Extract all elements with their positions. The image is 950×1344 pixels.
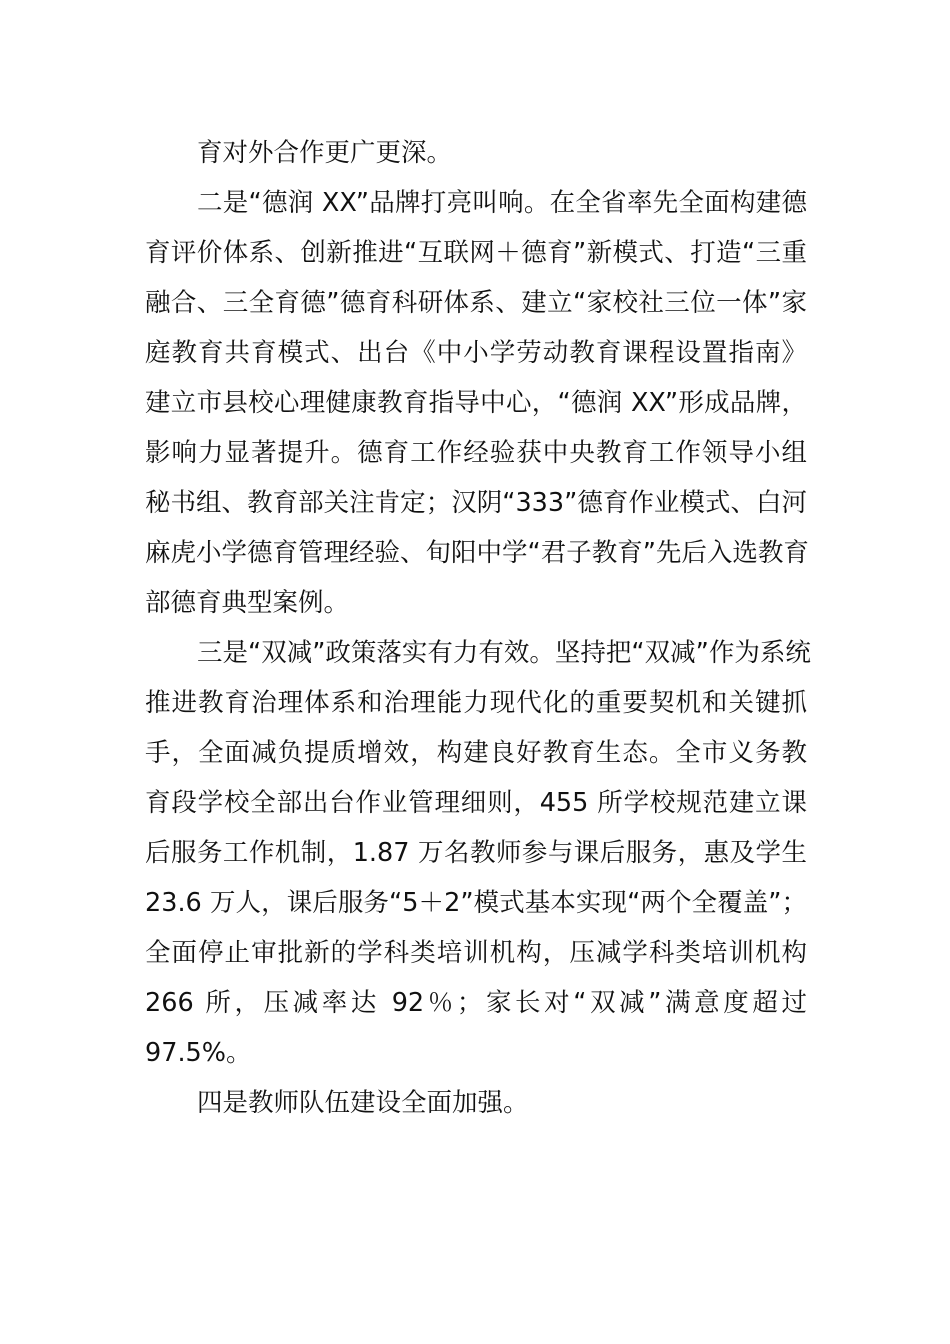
paragraph-3-line: 23.6 万人，课后服务“5＋2”模式基本实现“两个全覆盖”； [145, 888, 807, 918]
paragraph-2-line: 麻虎小学德育管理经验、旬阳中学“君子教育”先后入选教育 [145, 538, 809, 568]
paragraph-1-line: 育对外合作更广更深。 [197, 138, 453, 168]
paragraph-2-line: 二是“德润 XX”品牌打亮叫响。在全省率先全面构建德 [197, 188, 807, 218]
paragraph-3-line: 推进教育治理体系和治理能力现代化的重要契机和关键抓 [145, 688, 807, 718]
paragraph-2-line: 秘书组、教育部关注肯定；汉阴“333”德育作业模式、白河 [145, 488, 807, 518]
paragraph-3-line: 育段学校全部出台作业管理细则，455 所学校规范建立课 [145, 788, 807, 818]
paragraph-3-line: 三是“双减”政策落实有力有效。坚持把“双减”作为系统 [197, 638, 811, 668]
paragraph-2-line: 部德育典型案例。 [145, 588, 350, 618]
paragraph-3-line: 后服务工作机制，1.87 万名教师参与课后服务，惠及学生 [145, 838, 807, 868]
paragraph-2-line: 影响力显著提升。德育工作经验获中央教育工作领导小组 [145, 438, 807, 468]
paragraph-2-line: 建立市县校心理健康教育指导中心，“德润 XX”形成品牌， [145, 388, 807, 418]
paragraph-3-line: 97.5%。 [145, 1038, 252, 1068]
paragraph-4-line: 四是教师队伍建设全面加强。 [197, 1088, 529, 1118]
paragraph-2-line: 育评价体系、创新推进“互联网＋德育”新模式、打造“三重 [145, 238, 807, 268]
paragraph-2-line: 庭教育共育模式、出台《中小学劳动教育课程设置指南》 [145, 338, 807, 368]
paragraph-3-line: 266 所，压减率达 92％；家长对“双减”满意度超过 [145, 988, 807, 1018]
paragraph-2-line: 融合、三全育德”德育科研体系、建立“家校社三位一体”家 [145, 288, 807, 318]
paragraph-3-line: 全面停止审批新的学科类培训机构，压减学科类培训机构 [145, 938, 807, 968]
document-body [145, 128, 811, 1128]
paragraph-3-line: 手，全面减负提质增效，构建良好教育生态。全市义务教 [145, 738, 807, 768]
